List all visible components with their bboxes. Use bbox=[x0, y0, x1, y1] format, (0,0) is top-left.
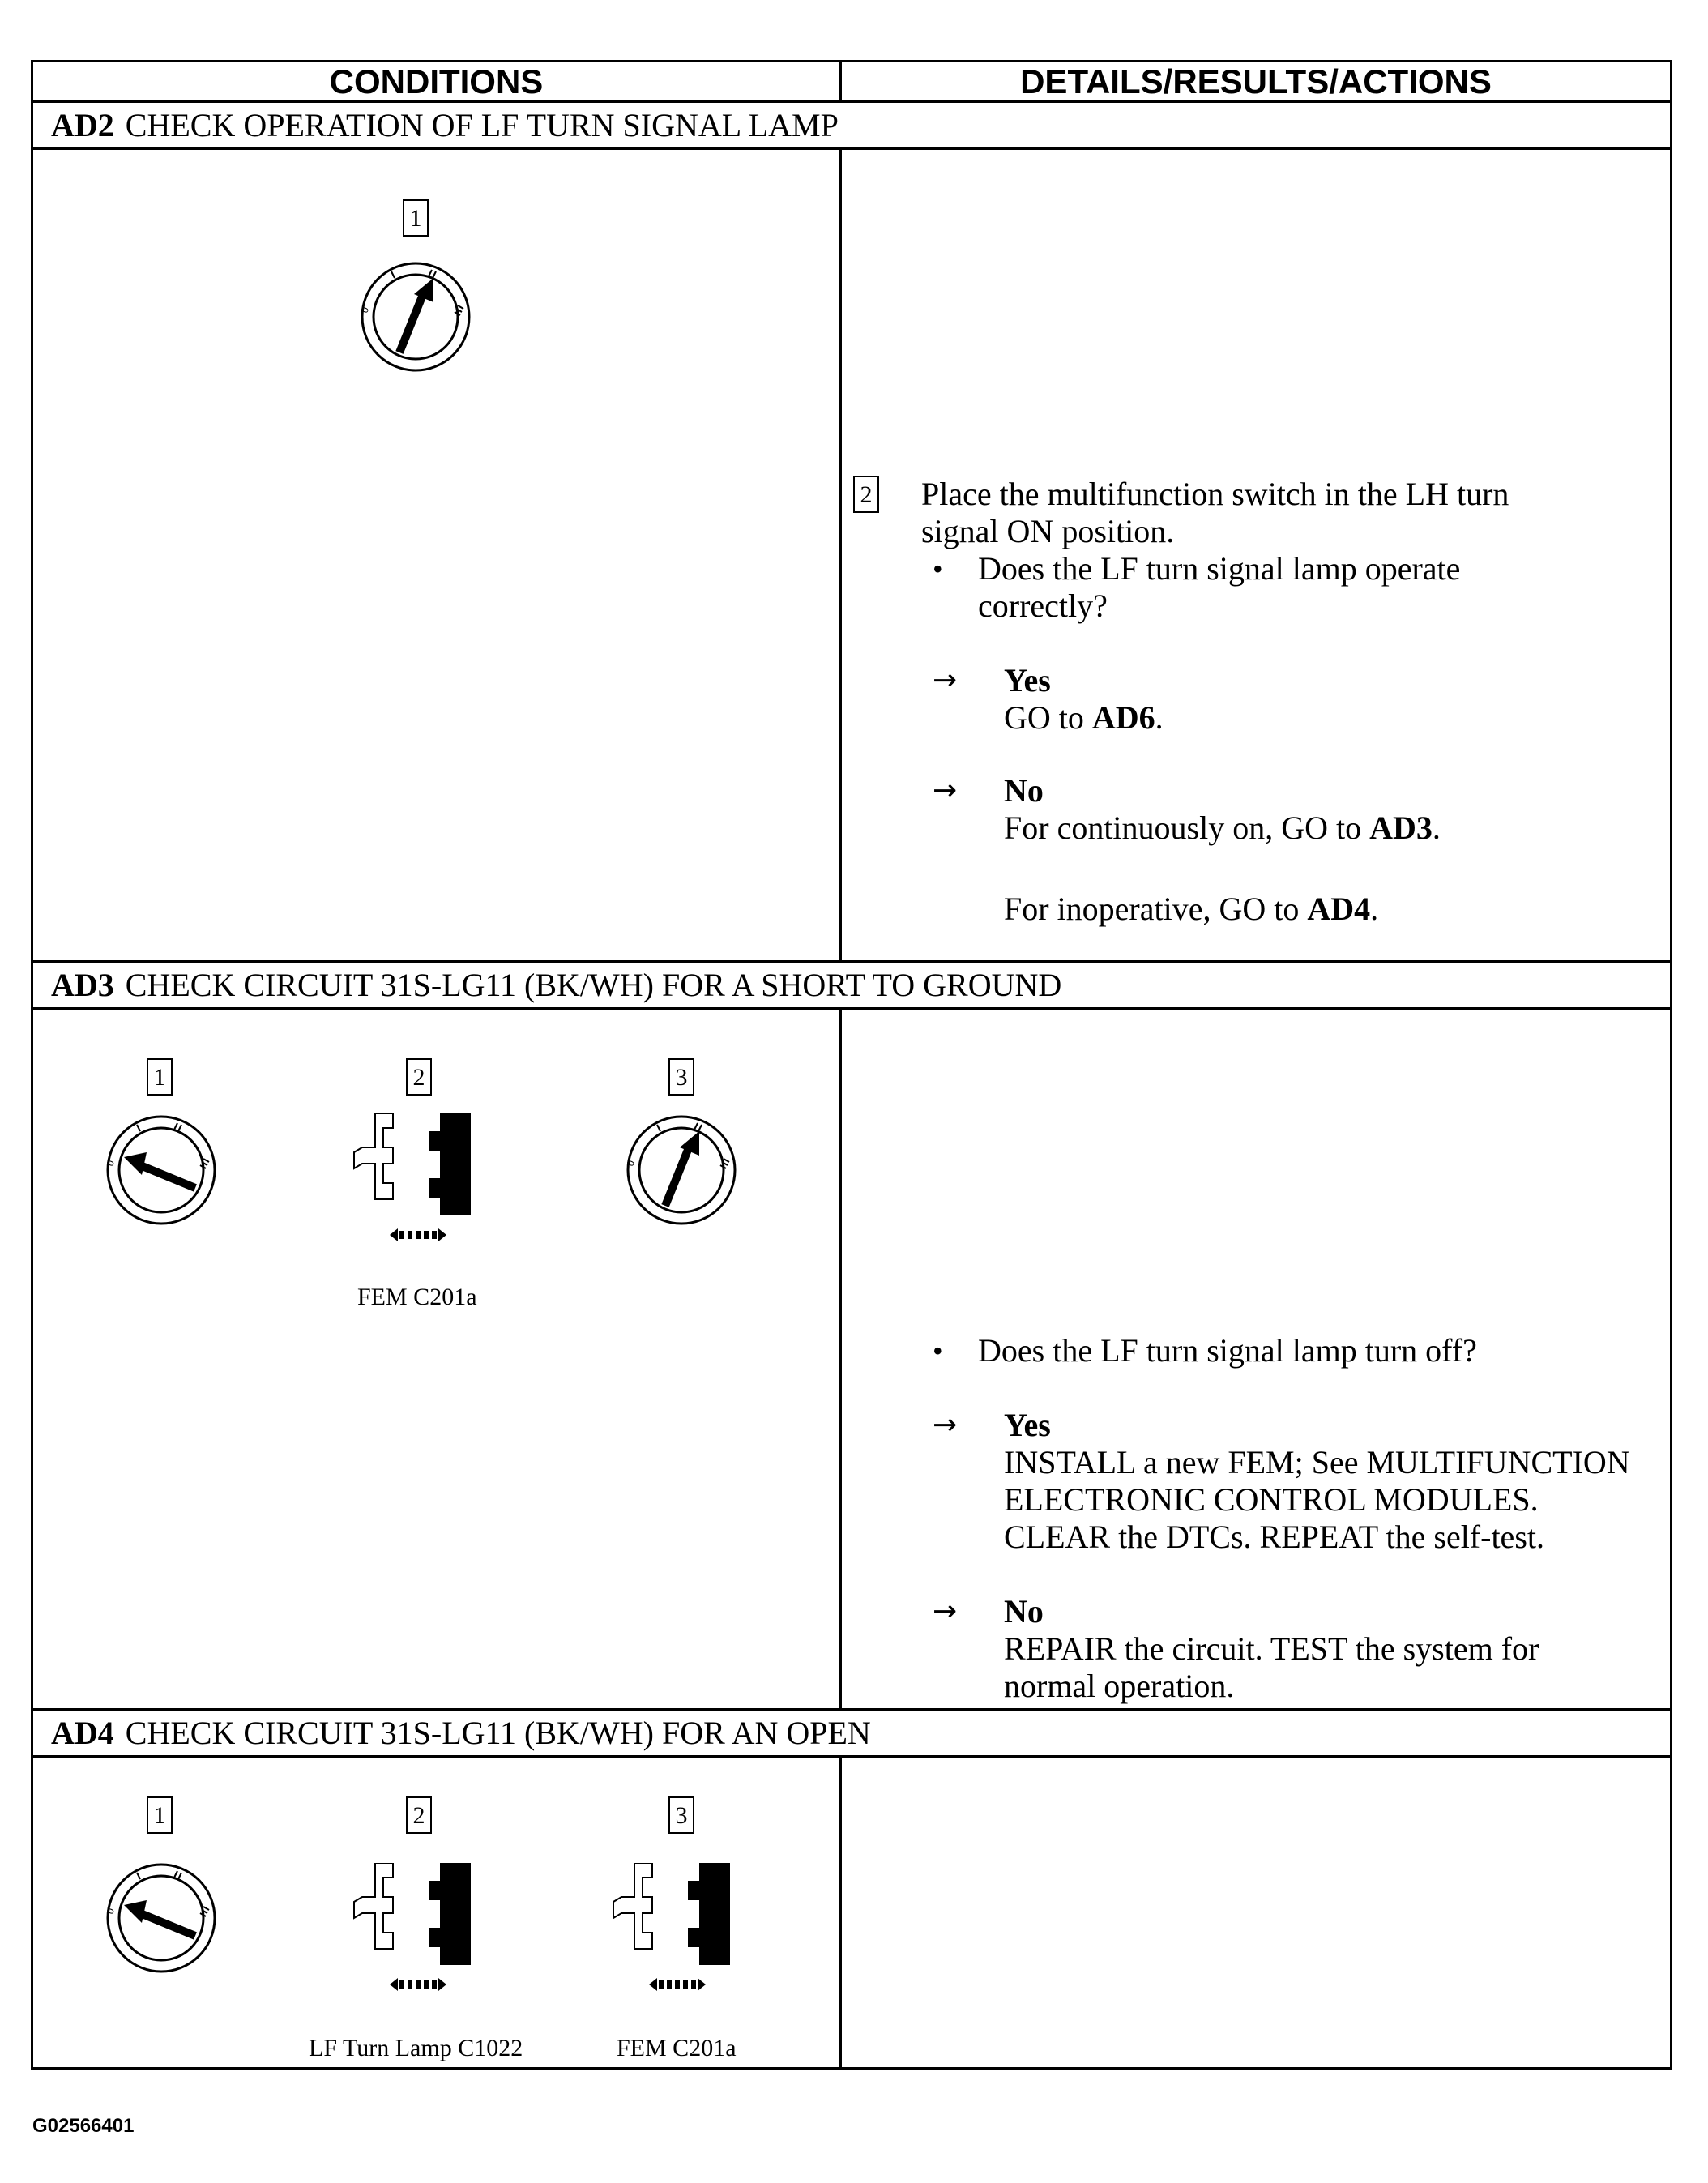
step-number-box: 3 bbox=[668, 1058, 694, 1096]
step-number-box: 2 bbox=[853, 476, 879, 513]
step-title: CHECK CIRCUIT 31S-LG11 (BK/WH) FOR AN OPEN bbox=[125, 1715, 871, 1751]
no-action: normal operation. bbox=[1004, 1668, 1235, 1704]
connector-label: FEM C201a bbox=[357, 1284, 477, 1310]
question-text: correctly? bbox=[978, 587, 1108, 624]
ignition-off-icon bbox=[90, 1099, 233, 1241]
question-text: Does the LF turn signal lamp turn off? bbox=[978, 1332, 1477, 1369]
ignition-run-icon bbox=[610, 1099, 753, 1241]
step-code: AD3 bbox=[51, 967, 114, 1003]
right-arrow-icon: → bbox=[933, 774, 958, 807]
ignition-off-icon bbox=[90, 1847, 233, 1989]
figure-id: G02566401 bbox=[32, 2115, 135, 2137]
action-text: . bbox=[1370, 891, 1379, 927]
action-text: GO to bbox=[1004, 699, 1092, 736]
instruction-text: signal ON position. bbox=[921, 513, 1175, 549]
step-number-box: 1 bbox=[403, 199, 429, 237]
step-ad3-details bbox=[842, 1010, 1670, 1708]
step-ad4-conditions bbox=[33, 1758, 842, 2067]
right-arrow-icon: → bbox=[933, 1595, 958, 1628]
no-action bbox=[1004, 891, 1378, 928]
step-link[interactable]: AD6 bbox=[1091, 699, 1155, 736]
step-ad3-row bbox=[33, 1010, 1670, 1711]
action-text: For continuously on, GO to bbox=[1004, 810, 1370, 846]
connector-icon bbox=[351, 1113, 480, 1251]
yes-action: ELECTRONIC CONTROL MODULES. bbox=[1004, 1481, 1539, 1518]
step-code: AD4 bbox=[51, 1715, 114, 1751]
step-ad2-header bbox=[33, 103, 1670, 150]
bullet-icon: • bbox=[933, 1335, 943, 1367]
right-arrow-icon: → bbox=[933, 664, 958, 697]
table-header bbox=[33, 62, 1670, 103]
step-ad3-header bbox=[33, 963, 1670, 1010]
step-ad2-row bbox=[33, 150, 1670, 963]
step-link[interactable]: AD4 bbox=[1307, 891, 1371, 927]
step-number-box: 3 bbox=[668, 1796, 694, 1834]
yes-action: INSTALL a new FEM; See MULTIFUNCTION bbox=[1004, 1444, 1630, 1480]
step-title: CHECK OPERATION OF LF TURN SIGNAL LAMP bbox=[125, 107, 839, 143]
action-text: . bbox=[1432, 810, 1441, 846]
connector-icon bbox=[351, 1863, 480, 2001]
bullet-icon: • bbox=[933, 553, 943, 585]
no-label: No bbox=[1004, 1593, 1044, 1630]
step-ad4-header bbox=[33, 1711, 1670, 1758]
yes-action bbox=[1004, 699, 1164, 737]
step-ad2-details bbox=[842, 150, 1670, 960]
ignition-run-icon bbox=[344, 246, 487, 388]
connector-label: LF Turn Lamp C1022 bbox=[309, 2035, 523, 2061]
yes-label: Yes bbox=[1004, 662, 1051, 698]
diagnostic-table bbox=[31, 60, 1672, 2070]
conditions-header: CONDITIONS bbox=[33, 62, 842, 100]
instruction-text: Place the multifunction switch in the LH turn bbox=[921, 476, 1509, 512]
right-arrow-icon: → bbox=[933, 1408, 958, 1442]
step-code: AD2 bbox=[51, 107, 114, 143]
step-ad4-details bbox=[842, 1758, 1670, 2067]
action-text: . bbox=[1155, 699, 1164, 736]
step-number-box: 1 bbox=[147, 1058, 173, 1096]
step-number-box: 1 bbox=[147, 1796, 173, 1834]
details-header: DETAILS/RESULTS/ACTIONS bbox=[1020, 62, 1492, 100]
question-text: Does the LF turn signal lamp operate bbox=[978, 550, 1461, 587]
step-number-box: 2 bbox=[406, 1796, 432, 1834]
no-action bbox=[1004, 810, 1441, 847]
connector-icon bbox=[610, 1863, 740, 2001]
step-ad4-row bbox=[33, 1758, 1670, 2067]
action-text: For inoperative, GO to bbox=[1004, 891, 1308, 927]
step-ad3-conditions bbox=[33, 1010, 842, 1708]
step-link[interactable]: AD3 bbox=[1369, 810, 1433, 846]
no-label: No bbox=[1004, 772, 1044, 809]
step-ad2-conditions bbox=[33, 150, 842, 960]
yes-label: Yes bbox=[1004, 1407, 1051, 1443]
connector-label: FEM C201a bbox=[617, 2035, 737, 2061]
no-action: REPAIR the circuit. TEST the system for bbox=[1004, 1630, 1539, 1667]
yes-action: CLEAR the DTCs. REPEAT the self-test. bbox=[1004, 1519, 1544, 1555]
step-number-box: 2 bbox=[406, 1058, 432, 1096]
step-title: CHECK CIRCUIT 31S-LG11 (BK/WH) FOR A SHORT TO GROUND bbox=[125, 967, 1062, 1003]
